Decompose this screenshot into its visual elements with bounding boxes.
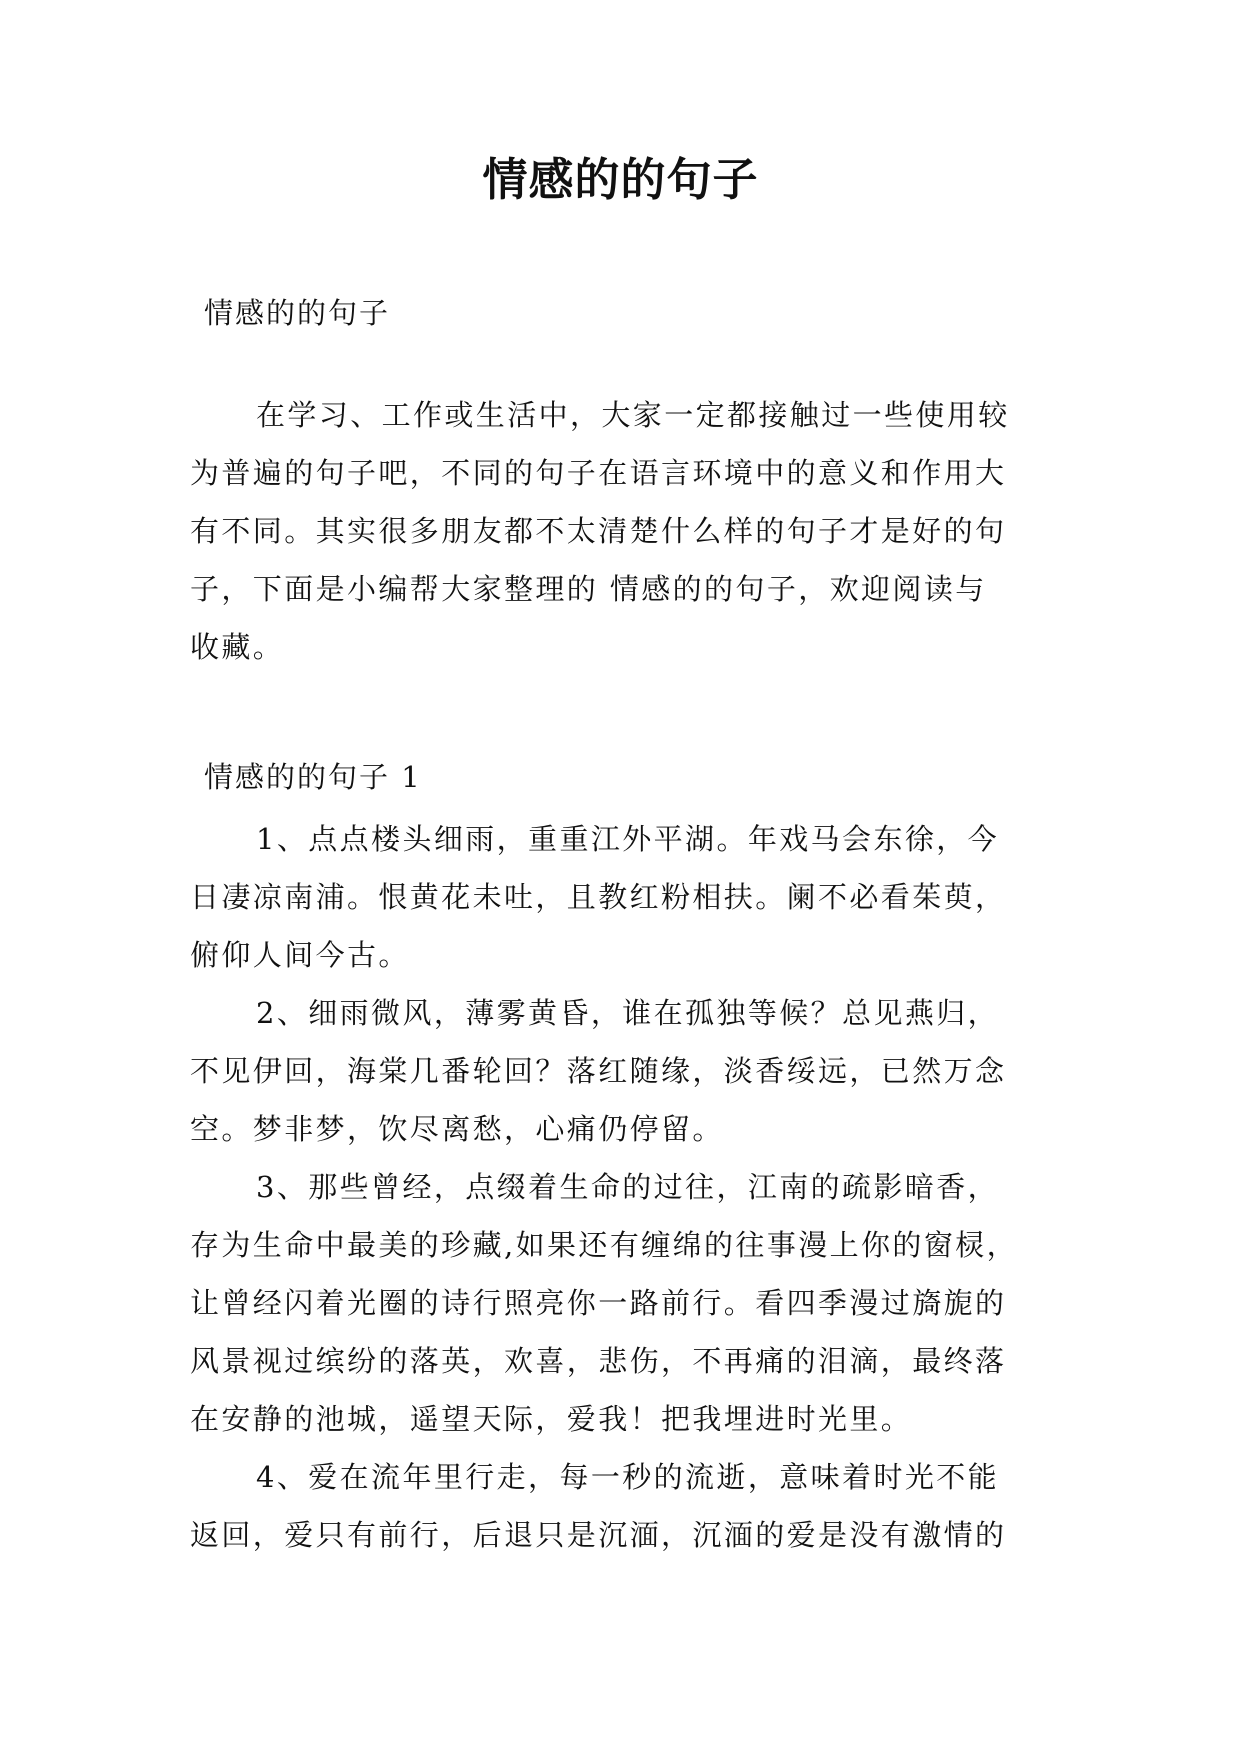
sentence-item-4 — [190, 1448, 1070, 1564]
sentence-line: 风景视过缤纷的落英，欢喜，悲伤，不再痛的泪滴，最终落 — [190, 1344, 1007, 1378]
intro-paragraph — [190, 386, 1070, 676]
document-subtitle: 情感的的句子 — [204, 296, 391, 330]
document-title: 情感的的句子 — [482, 153, 759, 206]
intro-line: 子，下面是小编帮大家整理的 情感的的句子，欢迎阅读与 — [190, 572, 987, 606]
intro-line: 为普遍的句子吧，不同的句子在语言环境中的意义和作用大 — [190, 456, 1007, 490]
sentence-line: 不见伊回，海棠几番轮回？落红随缘，淡香绥远，已然万念 — [190, 1054, 1007, 1088]
sentence-line: 在安静的池城，遥望天际，爱我！把我埋进时光里。 — [190, 1402, 913, 1436]
intro-line: 收藏。 — [190, 630, 285, 664]
sentence-item-1 — [190, 810, 1070, 984]
sentence-line: 返回，爱只有前行，后退只是沉湎，沉湎的爱是没有激情的 — [190, 1518, 1007, 1552]
sentence-line: 空。梦非梦，饮尽离愁，心痛仍停留。 — [190, 1112, 724, 1146]
sentence-line: 4、爱在流年里行走，每一秒的流逝，意味着时光不能 — [256, 1460, 1000, 1494]
section-heading: 情感的的句子 1 — [204, 760, 422, 794]
sentence-line: 俯仰人间今古。 — [190, 938, 410, 972]
sentence-line: 存为生命中最美的珍藏,如果还有缠绵的往事漫上你的窗棂， — [190, 1228, 1019, 1262]
sentence-line: 2、细雨微风，薄雾黄昏，谁在孤独等候？总见燕归， — [256, 996, 1000, 1030]
intro-line: 有不同。其实很多朋友都不太清楚什么样的句子才是好的句 — [190, 514, 1007, 548]
sentence-line: 3、那些曾经，点缀着生命的过往，江南的疏影暗香， — [256, 1170, 1000, 1204]
sentence-line: 让曾经闪着光圈的诗行照亮你一路前行。看四季漫过旖旎的 — [190, 1286, 1007, 1320]
intro-line: 在学习、工作或生活中，大家一定都接触过一些使用较 — [256, 398, 1010, 432]
sentence-item-2 — [190, 984, 1070, 1158]
sentence-line: 日凄凉南浦。恨黄花未吐，且教红粉相扶。阑不必看茱萸， — [190, 880, 1007, 914]
sentence-line: 1、点点楼头细雨，重重江外平湖。年戏马会东徐，今 — [256, 822, 1000, 856]
sentence-item-3 — [190, 1158, 1070, 1448]
